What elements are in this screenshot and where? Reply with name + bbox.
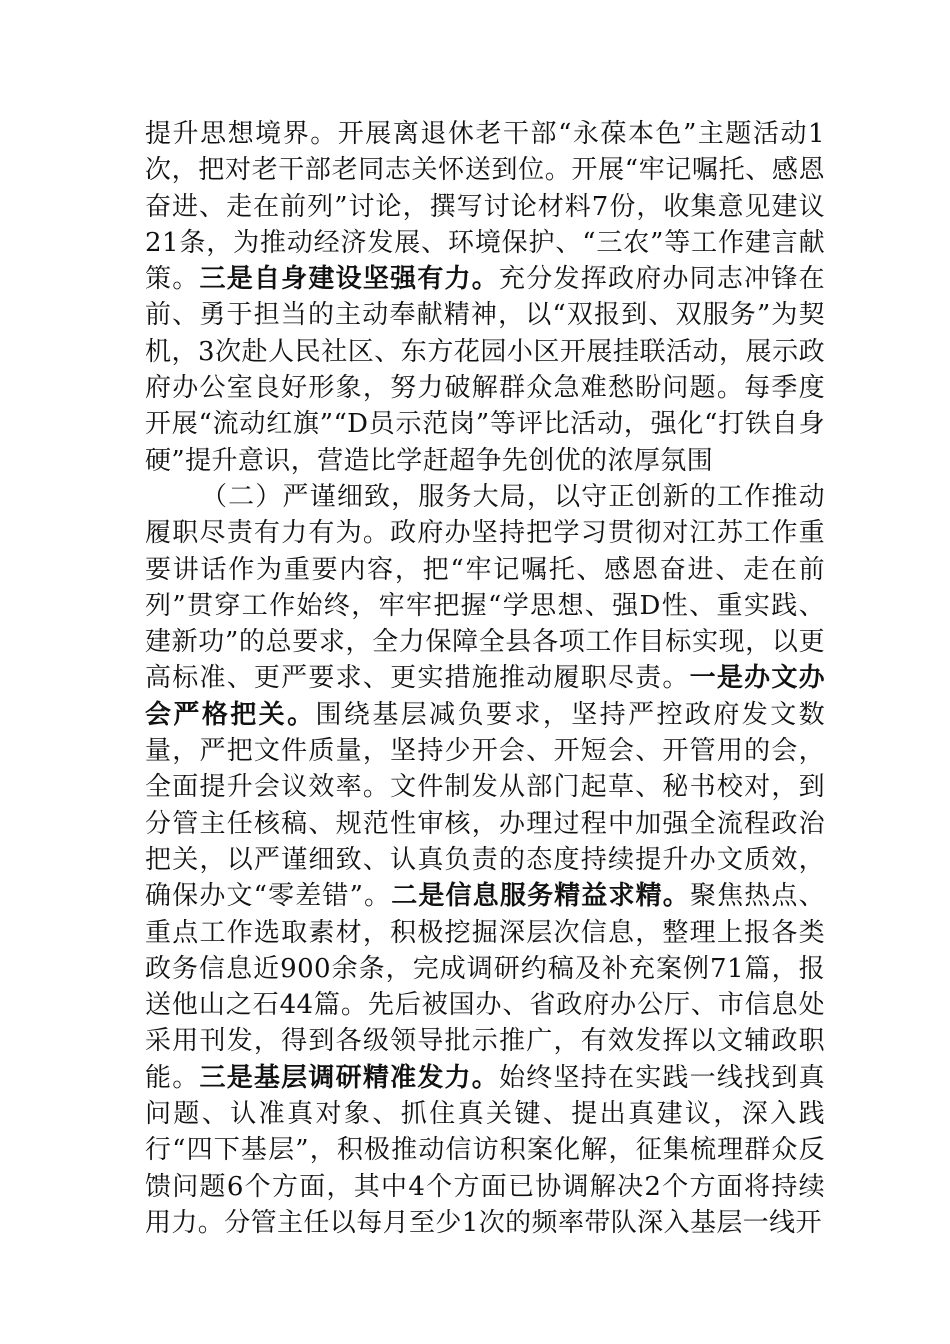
paragraph-section-two [145, 479, 825, 1241]
paragraph-text: 始终坚持在实践一线找到真问题、认准真对象、抓住真关键、提出真建议，深入践行“四下基层”，积极推动信访积案化解，征集梳理群众反馈问题6个方面，其中4个方面已协调解决2个方面将持续用力。分管主任以每月至少1次的频率带队深入基层一线开 [145, 1062, 825, 1238]
bold-heading-document-meeting: 一是办文办会严格把关。 [145, 663, 825, 730]
paragraph-text: 充分发挥政府办同志冲锋在前、勇于担当的主动奉献精神，以“双报到、双服务”为契机，3次赴人民社区、东方花园小区开展挂联活动，展示政府办公室良好形象，努力破解群众急难愁盼问题。每季度开展“流动红旗”“D员示范岗”等评比活动，强化“打铁自身硬”提升意识，营造比学赶超争先创优的浓厚氛围 [145, 264, 825, 476]
paragraph-party-building [145, 116, 825, 479]
document-body [145, 116, 825, 1241]
bold-heading-information-service: 二是信息服务精益求精。 [391, 881, 690, 912]
section-heading-text: （二）严谨细致，服务大局，以守正创新的工作推动履职尽责有力有为。政府办坚持把学习贯彻对江苏工作重要讲话作为重要内容，把“牢记嘱托、感恩奋进、走在前列”贯穿工作始终，牢牢把握“学思想、强D性、重实践、建新功”的总要求，全力保障全县各项工作目标实现，以更高标准、更严要求、更实措施推动履职尽责。 [145, 481, 825, 694]
bold-heading-self-construction: 三是自身建设坚强有力。 [199, 264, 500, 295]
bold-heading-grassroots-research: 三是基层调研精准发力。 [199, 1062, 500, 1093]
paragraph-text: 聚焦热点、重点工作选取素材，积极挖掘深层次信息，整理上报各类政务信息近900余条，完成调研约稿及补充案例71篇，报送他山之石44篇。先后被国办、省政府办公厅、市信息处采用刊发，得到各级领导批示推广，有效发挥以文辅政职能。 [145, 881, 825, 1093]
paragraph-text: 提升思想境界。开展离退休老干部“永葆本色”主题活动1次，把对老干部老同志关怀送到位。开展“牢记嘱托、感恩奋进、走在前列”讨论，撰写讨论材料7份，收集意见建议21条，为推动经济发展、环境保护、“三农”等工作建言献策。 [145, 119, 825, 295]
paragraph-text: 围绕基层减负要求，坚持严控政府发文数量，严把文件质量，坚持少开会、开短会、开管用的会，全面提升会议效率。文件制发从部门起草、秘书校对，到分管主任核稿、规范性审核，办理过程中加强全流程政治把关，以严谨细致、认真负责的态度持续提升办文质效，确保办文“零差错”。 [145, 699, 826, 912]
